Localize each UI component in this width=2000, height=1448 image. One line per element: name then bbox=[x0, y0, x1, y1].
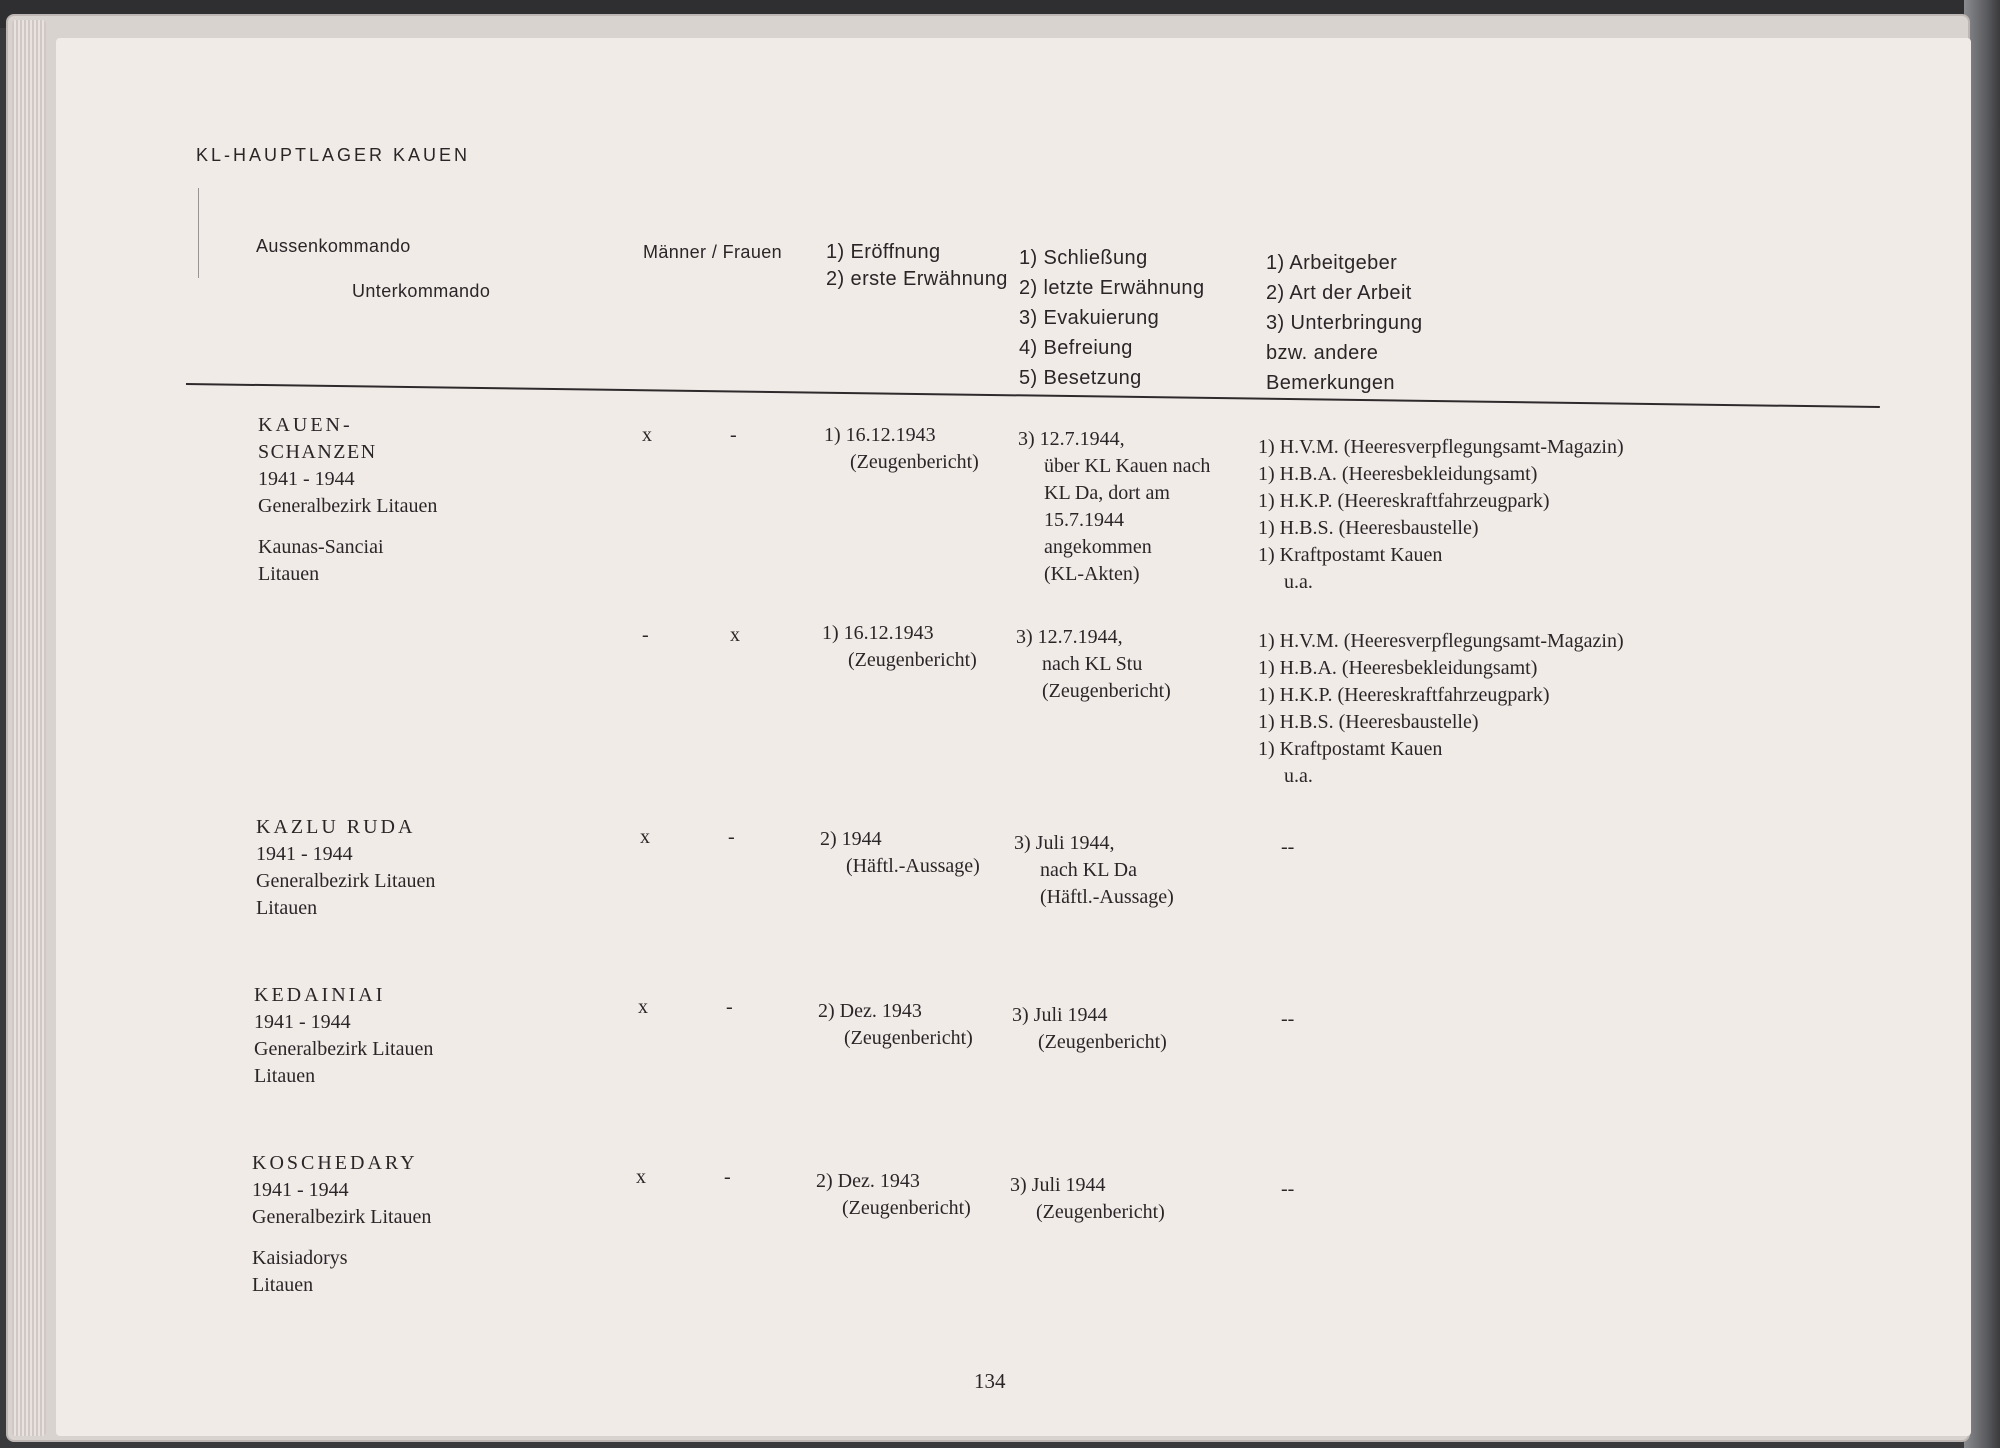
women-mark: - bbox=[728, 826, 735, 848]
header-line: Bemerkungen bbox=[1266, 372, 1395, 394]
camp-name: KAZLU RUDA bbox=[256, 816, 416, 838]
camp-period: 1941 - 1944 bbox=[254, 1011, 351, 1033]
entry-kazlu-ruda bbox=[256, 814, 435, 922]
camp-name: KEDAINIAI bbox=[254, 984, 386, 1006]
opening-line: 2) Dez. 1943 bbox=[818, 1000, 922, 1022]
camp-district: Generalbezirk Litauen bbox=[256, 870, 436, 892]
header-line: 1) Eröffnung bbox=[826, 241, 941, 263]
closing-cell bbox=[1014, 830, 1174, 911]
closing-cell bbox=[1018, 426, 1210, 588]
remarks-line: 1) Kraftpostamt Kauen bbox=[1258, 544, 1443, 566]
opening-cell bbox=[816, 1168, 971, 1222]
camp-country: Litauen bbox=[254, 1065, 316, 1087]
men-mark: x bbox=[636, 1166, 646, 1188]
header-line: 3) Unterbringung bbox=[1266, 312, 1423, 334]
opening-cell bbox=[820, 826, 980, 880]
camp-name: SCHANZEN bbox=[258, 441, 377, 463]
men-mark: x bbox=[638, 996, 648, 1018]
header-line: 3) Evakuierung bbox=[1019, 307, 1160, 329]
column-header-maenner-frauen: Männer / Frauen bbox=[643, 242, 783, 262]
opening-line: 2) 1944 bbox=[820, 828, 882, 850]
men-mark: x bbox=[642, 424, 652, 446]
column-header-remarks bbox=[1266, 248, 1423, 398]
women-mark: - bbox=[724, 1166, 731, 1188]
opening-line: 1) 16.12.1943 bbox=[822, 622, 934, 644]
opening-line: 2) Dez. 1943 bbox=[816, 1170, 920, 1192]
remarks-line: 1) H.B.A. (Heeresbekleidungsamt) bbox=[1258, 463, 1538, 485]
header-line: 5) Besetzung bbox=[1019, 367, 1142, 389]
remarks-cell: -- bbox=[1281, 1008, 1295, 1030]
camp-period: 1941 - 1944 bbox=[258, 468, 355, 490]
remarks-line: 1) H.K.P. (Heereskraftfahrzeugpark) bbox=[1258, 684, 1550, 706]
page-number: 134 bbox=[974, 1369, 1006, 1393]
closing-line: 3) Juli 1944, bbox=[1014, 832, 1115, 854]
closing-line: 3) 12.7.1944, bbox=[1018, 428, 1125, 450]
remarks-cell bbox=[1258, 628, 1624, 790]
remarks-cell bbox=[1258, 434, 1624, 596]
opening-cell bbox=[824, 422, 979, 476]
camp-location: Kaunas-Sanciai bbox=[258, 536, 384, 558]
remarks-line: 1) Kraftpostamt Kauen bbox=[1258, 738, 1443, 760]
closing-line: nach KL Da bbox=[1040, 859, 1137, 881]
header-line: bzw. andere bbox=[1266, 342, 1379, 364]
closing-line: nach KL Stu bbox=[1042, 653, 1143, 675]
opening-line: (Zeugenbericht) bbox=[848, 649, 977, 671]
camp-country: Litauen bbox=[256, 897, 318, 919]
closing-line: (KL-Akten) bbox=[1044, 563, 1140, 585]
camp-district: Generalbezirk Litauen bbox=[254, 1038, 434, 1060]
camp-country: Litauen bbox=[252, 1274, 314, 1296]
closing-line: 3) Juli 1944 bbox=[1010, 1174, 1106, 1196]
camp-period: 1941 - 1944 bbox=[256, 843, 353, 865]
remarks-line: 1) H.V.M. (Heeresverpflegungsamt-Magazin) bbox=[1258, 436, 1624, 458]
margin-line bbox=[198, 188, 199, 278]
entry-kauen-schanzen bbox=[258, 412, 437, 588]
remarks-line: 1) H.V.M. (Heeresverpflegungsamt-Magazin) bbox=[1258, 630, 1624, 652]
closing-line: angekommen bbox=[1044, 536, 1152, 558]
column-header-unterkommando: Unterkommando bbox=[352, 281, 491, 301]
book-pages bbox=[8, 16, 1968, 1440]
closing-line: 3) Juli 1944 bbox=[1012, 1004, 1108, 1026]
remarks-line: 1) H.B.S. (Heeresbaustelle) bbox=[1258, 711, 1479, 733]
column-header-closing bbox=[1019, 243, 1204, 393]
page-title: KL-HAUPTLAGER KAUEN bbox=[196, 145, 471, 165]
opening-line: (Zeugenbericht) bbox=[842, 1197, 971, 1219]
opening-line: 1) 16.12.1943 bbox=[824, 424, 936, 446]
women-mark: - bbox=[730, 424, 737, 446]
header-line: 1) Schließung bbox=[1019, 247, 1148, 269]
remarks-line: u.a. bbox=[1284, 765, 1313, 787]
camp-location: Kaisiadorys bbox=[252, 1247, 348, 1269]
header-line: 4) Befreiung bbox=[1019, 337, 1133, 359]
remarks-line: 1) H.K.P. (Heereskraftfahrzeugpark) bbox=[1258, 490, 1550, 512]
remarks-line: 1) H.B.A. (Heeresbekleidungsamt) bbox=[1258, 657, 1538, 679]
camp-district: Generalbezirk Litauen bbox=[258, 495, 438, 517]
entry-koschedary bbox=[252, 1150, 431, 1299]
opening-line: (Häftl.-Aussage) bbox=[846, 855, 980, 877]
closing-line: 15.7.1944 bbox=[1044, 509, 1124, 531]
women-mark: x bbox=[730, 624, 740, 646]
column-header-opening bbox=[826, 239, 1008, 293]
camp-country: Litauen bbox=[258, 563, 320, 585]
closing-line: (Zeugenbericht) bbox=[1038, 1031, 1167, 1053]
closing-line: (Häftl.-Aussage) bbox=[1040, 886, 1174, 908]
camp-period: 1941 - 1944 bbox=[252, 1179, 349, 1201]
camp-name: KOSCHEDARY bbox=[252, 1152, 418, 1174]
opening-line: (Zeugenbericht) bbox=[844, 1027, 973, 1049]
header-line: 2) Art der Arbeit bbox=[1266, 282, 1412, 304]
closing-line: KL Da, dort am bbox=[1044, 482, 1170, 504]
closing-cell bbox=[1010, 1172, 1165, 1226]
women-mark: - bbox=[726, 996, 733, 1018]
opening-cell bbox=[818, 998, 973, 1052]
header-line: 2) letzte Erwähnung bbox=[1019, 277, 1205, 299]
closing-cell bbox=[1016, 624, 1171, 705]
closing-line: über KL Kauen nach bbox=[1044, 455, 1211, 477]
header-line: 2) erste Erwähnung bbox=[826, 268, 1008, 290]
camp-name: KAUEN- bbox=[258, 414, 353, 436]
remarks-line: u.a. bbox=[1284, 571, 1313, 593]
closing-line: (Zeugenbericht) bbox=[1042, 680, 1171, 702]
men-mark: x bbox=[640, 826, 650, 848]
remarks-line: 1) H.B.S. (Heeresbaustelle) bbox=[1258, 517, 1479, 539]
closing-line: 3) 12.7.1944, bbox=[1016, 626, 1123, 648]
entry-kedainiai bbox=[254, 982, 433, 1090]
opening-line: (Zeugenbericht) bbox=[850, 451, 979, 473]
closing-line: (Zeugenbericht) bbox=[1036, 1201, 1165, 1223]
men-mark: - bbox=[642, 624, 649, 646]
column-header-kommando: Aussenkommando bbox=[256, 236, 411, 256]
remarks-cell: -- bbox=[1281, 1178, 1295, 1200]
remarks-cell: -- bbox=[1281, 836, 1295, 858]
document-page bbox=[56, 38, 1971, 1436]
closing-cell bbox=[1012, 1002, 1167, 1056]
camp-district: Generalbezirk Litauen bbox=[252, 1206, 432, 1228]
header-line: 1) Arbeitgeber bbox=[1266, 252, 1398, 274]
opening-cell bbox=[822, 620, 977, 674]
